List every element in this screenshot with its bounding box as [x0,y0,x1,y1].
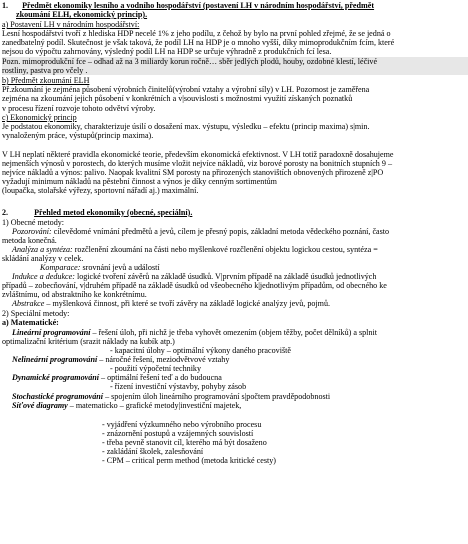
bullet-line: - třeba pevně stanovit cíl, kterého má být dosaženo [102,438,267,447]
method-indukce: Indukce a dedukce: logické tvoření závěrů na základě úsudků. V|prvním případě na základě úsudků jednotlivých [12,272,377,281]
paragraph-line: zvláštnímu, od abstraktního ke konkrétnímu. [2,290,147,299]
paragraph-line: optimalizační kritérium (srazit náklady na kubík atp.) [2,337,175,346]
term: Nelineární programování [12,355,98,364]
bullet-line: - použití výpočetní techniky [110,364,202,373]
subheading-b: b) Předmět zkoumání ELH [2,76,90,85]
section-1-heading-cont: zkoumání ELH, ekonomický princip). [16,10,148,19]
section-2-heading [2,208,468,217]
paragraph-line: Je podstatou ekonomiky, charakterizuje úsilí o dosažení max. výstupu, výsledku – efektu (princip maxima) s|min. [2,122,370,131]
paragraph-line: skládání analýzy v celek. [2,254,84,263]
method-abstrakce: Abstrakce – myšlenková činnost, při které se tvoří závěry na základě logické analýzy jevů, pojmů. [12,299,331,308]
paragraph-line: vyžadují minimum nákladů na pěstební činnost a výnos je díky cenným sortimentům [2,177,277,186]
paragraph-line: (loupačka, stolařské výřezy, sportovní nářadí aj.) maximální. [2,186,199,195]
paragraph-line: Pozn. mimoprodukční fce – odhad až na 3 miliardy korun ročně… sběr jedlých plodů, houby, ozdobné klestí, léčivé [2,57,468,66]
method-sitove-diagramy: Síťové diagramy – matematicko – grafické metody|investiční majetek, [12,401,242,410]
term: Abstrakce [12,299,45,308]
method-stochasticke: Stochastické programování – spojením úloh lineárního programování s|počtem pravděpodobnosti [12,392,331,401]
paragraph-line: zanedbatelný podíl. Skutečnost je však taková, že podíl LH na HDP je o mnoho vyšší, díky mimoprodukčním fcím, které [2,38,395,47]
method-nelinearni: Nelineární programování – náročné řešení, meziodvětvové vztahy [12,355,230,364]
paragraph-line: nejmenších výnosů v porostech, do kterých musíme vložit nejvíce nákladů, viz borové porosty na bonitních stupních 9 – [2,159,392,168]
method-pozorovani: Pozorování: cílevědomé vnímání předmětů a jevů, cílem je přesný popis, základní metoda vědeckého poznání, často [12,227,390,236]
section-title: Přehled metod ekonomiky (obecné, speciální). [34,208,193,217]
bullet-line: - znázornění postupů a vzájemných souvislostí [102,429,254,438]
paragraph-line: v procesu řízení rozvoje tohoto odvětví výroby. [2,104,156,113]
term: Komparace: [40,263,81,272]
paragraph-line: nejsou do výpočtu zahrnovány, výsledný podíl LH na HDP se určuje výhradně z produkčních fcí lesa. [2,47,332,56]
method-dynamicke: Dynamické programování – optimální řešení teď a do budoucna [12,373,222,382]
paragraph-line: Př.zkoumání je zejména působení výrobních činitelů(výrobní vztahy a výrobní síly) v LH. Pozornost je zaměřena [2,85,370,94]
paragraph-line: metoda konečná. [2,236,57,245]
paragraph-line: vynaloženým práce, výstupů(princip maxima). [2,131,154,140]
subheading-math: a) Matematické: [2,318,59,327]
section-number: 1. [2,1,9,10]
bullet-line: - kapacitní úlohy – optimální výkony daného pracoviště [110,346,291,355]
bullet-line: - CPM – critical perm method (metoda kritické cesty) [102,456,276,465]
term: Pozorování: [12,227,52,236]
section-title: Předmět ekonomiky lesního a vodního hospodářství (postavení LH v národním hospodářství, předmět [22,1,375,10]
paragraph-line: V LH neplatí některé pravidla ekonomické teorie, především ekonomická efektivnost. V LH totiž paradoxně dosahujeme [2,150,394,159]
term: Stochastické programování [12,392,104,401]
method-analyza: Analýza a syntéza: rozčlenění zkoumání na části nebo myšlenkové rozčlenění objektu logickou cestou, syntéza = [12,245,378,254]
bullet-line: - řízení investiční výstavby, pohyby zásob [110,382,247,391]
term: Síťové diagramy [12,401,68,410]
paragraph-line: nejvíce nákladů a výnos: palivo. Naopak kvalitní SM porosty na přirozených stanovištích obnovených přirozeně z|PO [2,168,384,177]
bullet-line: - vyjádření výzkumného nebo výrobního procesu [102,420,262,429]
paragraph-line: rostliny, pastva pro včely . [2,66,468,75]
method-komparace: Komparace: srovnání jevů a událostí [40,263,160,272]
subheading-special-methods: 2) Speciální metody: [2,309,70,318]
subheading-general-methods: 1) Obecné metody: [2,218,65,227]
paragraph-line: Lesní hospodářství tvoří z hlediska HDP necelé 1% z jeho podílu, z čehož by bylo na první pohled zřejmé, že se jedná o [2,29,391,38]
term: Lineární programování [12,328,91,337]
paragraph-line: případů – zobecňování, v|druhém případě na základě úsudků od všeobecného k|jednotlivým případům, od obecného ke [2,281,387,290]
section-1-heading [2,1,468,10]
paragraph-line: zejména na zkoumání jejich působení v konkrétních a v|souvislosti s možnostmi využití získaných poznatků [2,94,353,103]
bullet-line: - zakládání školek, zalesňování [102,447,204,456]
term: Indukce a dedukce: [12,272,75,281]
section-number: 2. [2,208,9,217]
term: Analýza a syntéza: [12,245,73,254]
subheading-a: a) Postavení LH v národním hospodářství: [2,20,140,29]
method-linearni: Lineární programování – řešení úloh, při nichž je třeba vyhovět omezením (objem těžby, počet dělníků) a splnit [12,328,377,337]
subheading-c: c) Ekonomický princip [2,113,77,122]
term: Dynamické programování [12,373,100,382]
